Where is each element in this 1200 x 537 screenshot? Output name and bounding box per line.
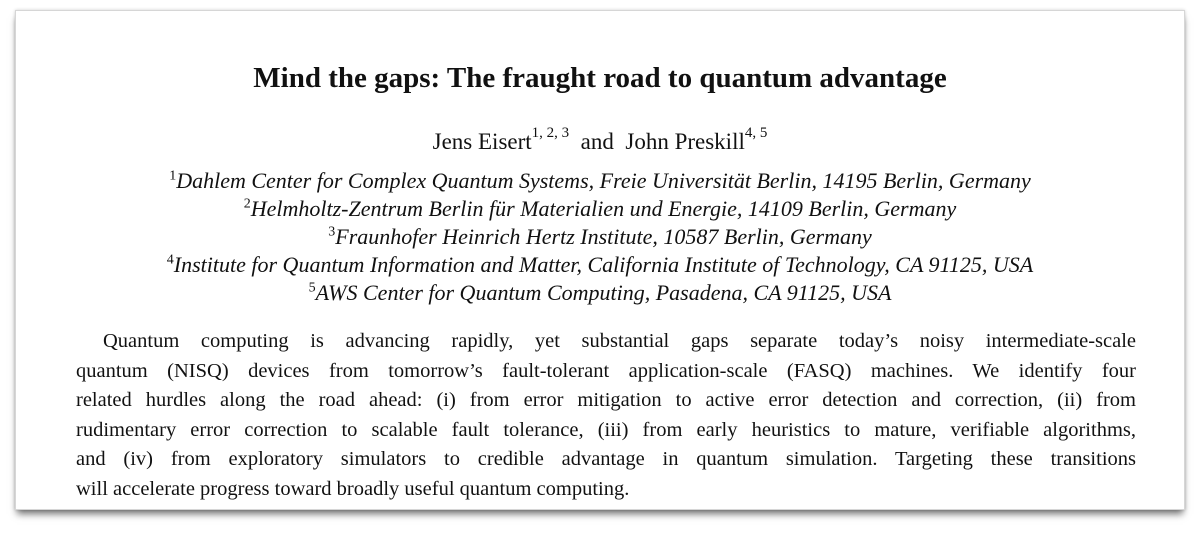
affiliation-mark: 5 [308,280,316,296]
affiliation-text: AWS Center for Quantum Computing, Pasadena, CA 91125, USA [315,280,892,305]
affiliation-text: Institute for Quantum Information and Matter, California Institute of Technology, CA 91125, USA [173,252,1034,277]
paper-title: Mind the gaps: The fraught road to quantum advantage [253,62,947,94]
abstract-line: will accelerate progress toward broadly useful quantum computing. [76,477,630,500]
abstract-line: and (iv) from exploratory simulators to credible advantage in quantum simulation. Targeting these transitions [76,448,1136,471]
abstract-line: rudimentary error correction to scalable fault tolerance, (iii) from early heuristics to mature, verifiable algorithms, [76,418,1136,441]
abstract [76,327,1136,505]
abstract-line: related hurdles along the road ahead: (i) from error mitigation to active error detection and correction, (ii) from [76,389,1136,412]
affiliation-mark: 2 [243,196,251,212]
affiliation-text: Dahlem Center for Complex Quantum Systems, Freie Universität Berlin, 14195 Berlin, Germany [176,168,1031,193]
affiliation-list [16,167,1184,307]
affiliation-mark: 1 [169,168,177,184]
affiliation-mark: 3 [328,224,336,240]
abstract-line: quantum (NISQ) devices from tomorrow’s fault-tolerant application-scale (FASQ) machines. We identify four [76,359,1136,382]
affiliation-item [16,167,1184,195]
paper-page [15,10,1185,510]
author-name: Jens Eisert [432,129,532,154]
author-connector: and [580,129,614,154]
affiliation-item [16,195,1184,223]
affiliation-text: Fraunhofer Heinrich Hertz Institute, 10587 Berlin, Germany [335,224,872,249]
affiliation-item [16,251,1184,279]
author-affiliation-marks: 1, 2, 3 [531,125,570,142]
affiliation-mark: 4 [166,252,174,268]
affiliation-item [16,223,1184,251]
author-affiliation-marks: 4, 5 [744,125,768,142]
affiliation-item [16,279,1184,307]
author-line [16,127,1184,157]
affiliation-text: Helmholtz-Zentrum Berlin für Materialien und Energie, 14109 Berlin, Germany [250,196,957,221]
abstract-line: Quantum computing is advancing rapidly, yet substantial gaps separate today’s noisy intermediate-scale [103,330,1136,352]
author-name: John Preskill [625,129,745,154]
